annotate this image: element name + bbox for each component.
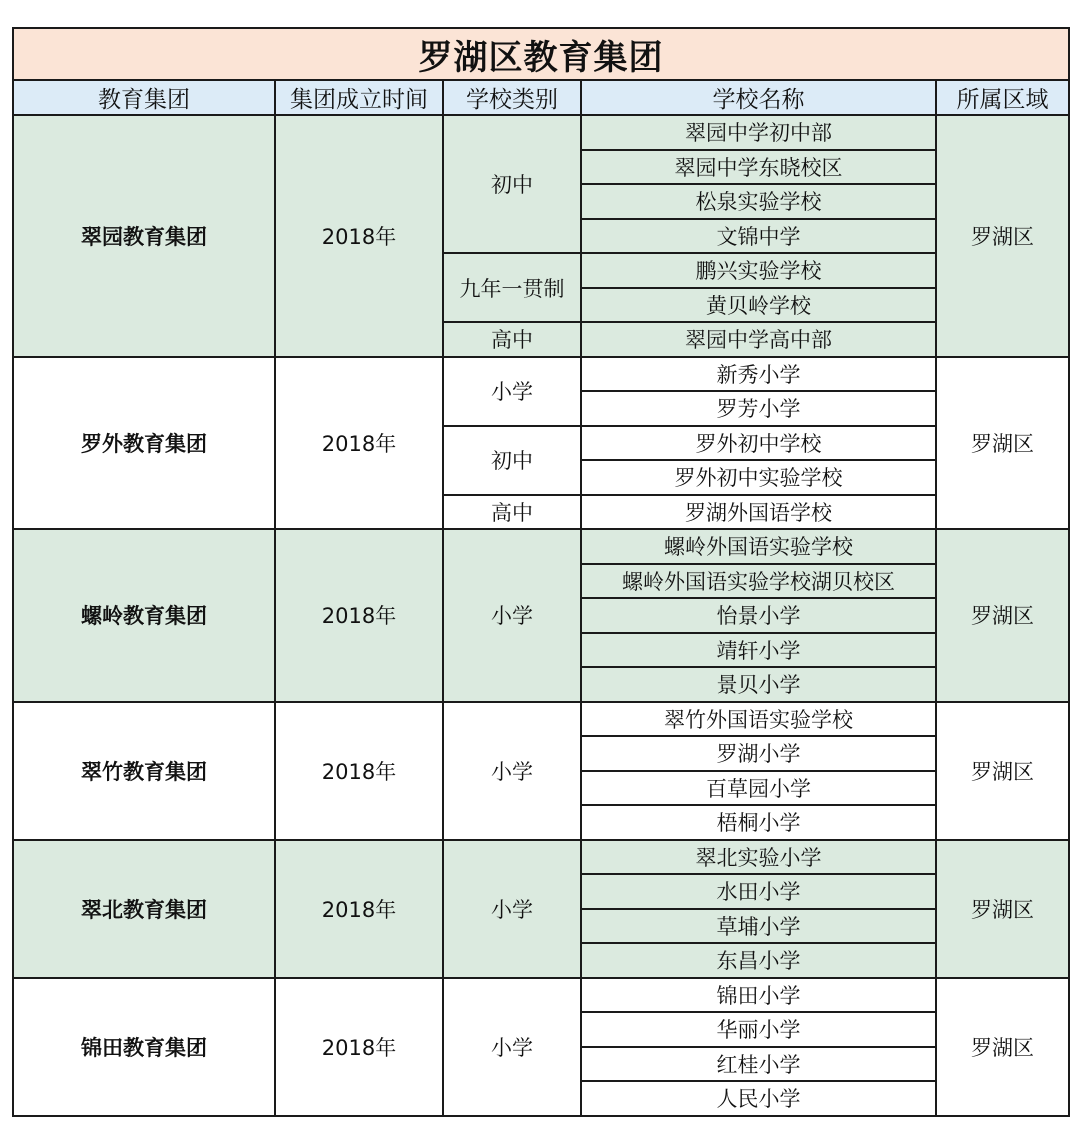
group-year: 2018年: [275, 115, 443, 357]
group-year: 2018年: [275, 840, 443, 978]
header-category: 学校类别: [443, 80, 581, 115]
group-year: 2018年: [275, 529, 443, 702]
group-region: 罗湖区: [936, 529, 1069, 702]
group-block: [13, 702, 1069, 840]
group-block: [13, 529, 1069, 702]
school-name: 华丽小学: [581, 1012, 936, 1047]
group-region: 罗湖区: [936, 357, 1069, 530]
school-name: 草埔小学: [581, 909, 936, 944]
school-name: 红桂小学: [581, 1047, 936, 1082]
school-name: 景贝小学: [581, 667, 936, 702]
school-category: 小学: [443, 840, 581, 978]
school-name: 翠园中学初中部: [581, 115, 936, 150]
school-name: 罗外初中学校: [581, 426, 936, 461]
group-name: 翠竹教育集团: [13, 702, 275, 840]
school-name: 翠北实验小学: [581, 840, 936, 875]
table-row: [13, 978, 1069, 1013]
school-name: 靖轩小学: [581, 633, 936, 668]
school-name: 螺岭外国语实验学校: [581, 529, 936, 564]
education-group-sheet: [12, 27, 1068, 1117]
school-name: 水田小学: [581, 874, 936, 909]
school-category: 小学: [443, 702, 581, 840]
school-name: 百草园小学: [581, 771, 936, 806]
school-name: 翠园中学高中部: [581, 322, 936, 357]
school-name: 人民小学: [581, 1081, 936, 1116]
school-category: 九年一贯制: [443, 253, 581, 322]
school-name: 怡景小学: [581, 598, 936, 633]
table-row: [13, 115, 1069, 150]
school-name: 锦田小学: [581, 978, 936, 1013]
group-year: 2018年: [275, 978, 443, 1116]
school-name: 罗芳小学: [581, 391, 936, 426]
group-block: [13, 840, 1069, 978]
table-row: [13, 702, 1069, 737]
school-name: 罗外初中实验学校: [581, 460, 936, 495]
group-name: 翠北教育集团: [13, 840, 275, 978]
group-name: 锦田教育集团: [13, 978, 275, 1116]
group-name: 翠园教育集团: [13, 115, 275, 357]
group-year: 2018年: [275, 702, 443, 840]
group-region: 罗湖区: [936, 840, 1069, 978]
school-name: 螺岭外国语实验学校湖贝校区: [581, 564, 936, 599]
school-name: 松泉实验学校: [581, 184, 936, 219]
school-name: 黄贝岭学校: [581, 288, 936, 323]
group-block: [13, 357, 1069, 530]
school-category: 高中: [443, 495, 581, 530]
school-name: 梧桐小学: [581, 805, 936, 840]
group-block: [13, 978, 1069, 1116]
table-row: [13, 529, 1069, 564]
school-category: 初中: [443, 426, 581, 495]
school-category: 初中: [443, 115, 581, 253]
school-name: 新秀小学: [581, 357, 936, 392]
header-row: [13, 80, 1069, 115]
school-name: 罗湖小学: [581, 736, 936, 771]
school-name: 文锦中学: [581, 219, 936, 254]
school-category: 小学: [443, 978, 581, 1116]
school-category: 高中: [443, 322, 581, 357]
group-name: 螺岭教育集团: [13, 529, 275, 702]
header-school: 学校名称: [581, 80, 936, 115]
school-category: 小学: [443, 529, 581, 702]
header-founded: 集团成立时间: [275, 80, 443, 115]
group-region: 罗湖区: [936, 702, 1069, 840]
header-region: 所属区域: [936, 80, 1069, 115]
school-name: 罗湖外国语学校: [581, 495, 936, 530]
header-group: 教育集团: [13, 80, 275, 115]
school-name: 翠园中学东晓校区: [581, 150, 936, 185]
school-name: 东昌小学: [581, 943, 936, 978]
table-title: 罗湖区教育集团: [13, 28, 1069, 80]
education-group-table: [12, 27, 1070, 1117]
group-name: 罗外教育集团: [13, 357, 275, 530]
group-block: [13, 115, 1069, 357]
group-region: 罗湖区: [936, 115, 1069, 357]
school-category: 小学: [443, 357, 581, 426]
title-row: [13, 28, 1069, 80]
table-row: [13, 840, 1069, 875]
school-name: 翠竹外国语实验学校: [581, 702, 936, 737]
school-name: 鹏兴实验学校: [581, 253, 936, 288]
group-region: 罗湖区: [936, 978, 1069, 1116]
group-year: 2018年: [275, 357, 443, 530]
table-row: [13, 357, 1069, 392]
